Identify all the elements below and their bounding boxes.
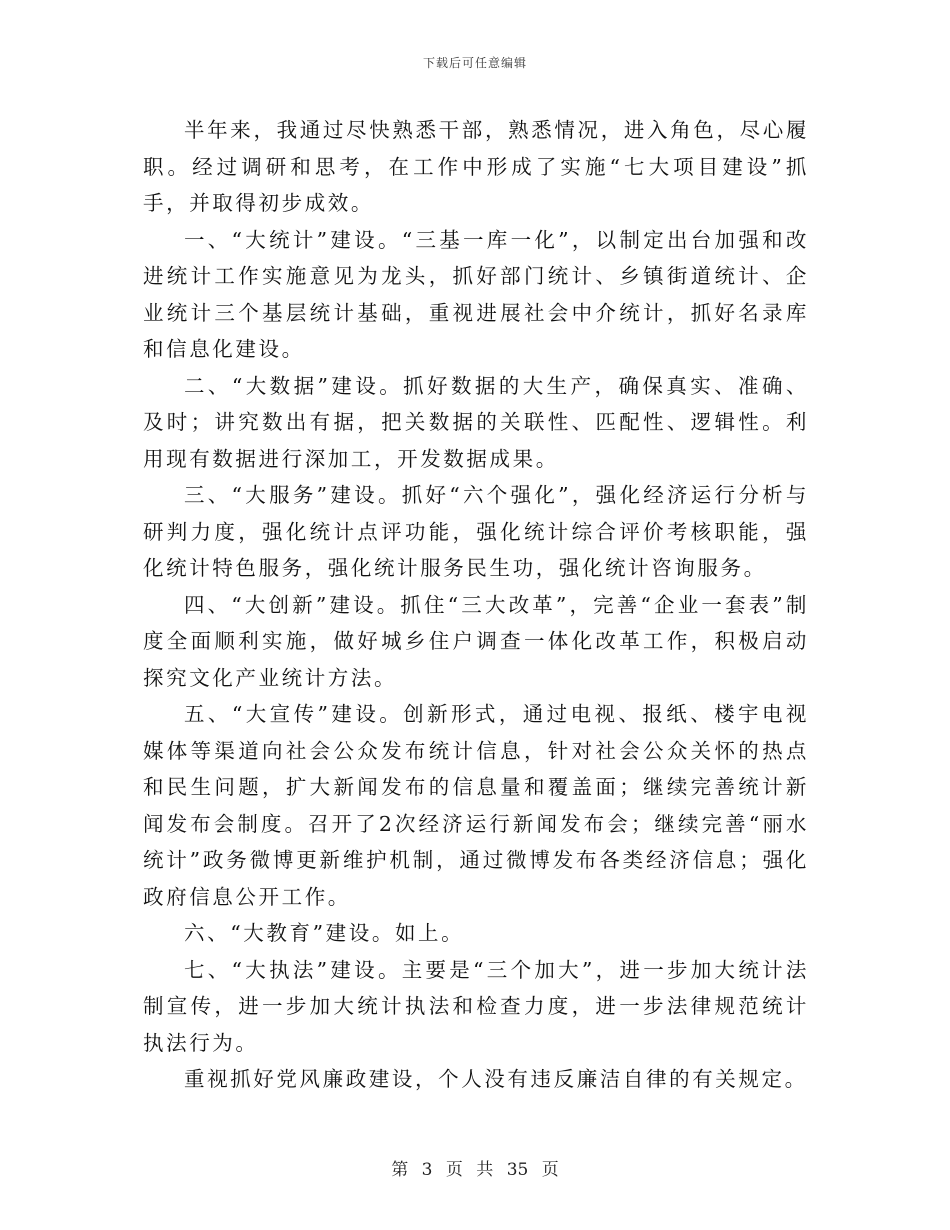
page-header: 下载后可任意编辑 bbox=[422, 56, 527, 70]
paragraph-item-4: 四、“大创新”建设。抓住“三大改革”，完善“企业一套表”制度全面顺利实施，做好城乡住户调查一体化改革工作，积极启动探究文化产业统计方法。 bbox=[143, 592, 809, 690]
page-number-footer: 第 3 页 共 35 页 bbox=[391, 1160, 559, 1180]
paragraph-item-7: 七、“大执法”建设。主要是“三个加大”，进一步加大统计法制宣传，进一步加大统计执法和检查力度，进一步法律规范统计执法行为。 bbox=[143, 957, 809, 1055]
paragraph-item-3: 三、“大服务”建设。抓好“六个强化”，强化经济运行分析与研判力度，强化统计点评功能，强化统计综合评价考核职能，强化统计特色服务，强化统计服务民生功，强化统计咨询服务。 bbox=[143, 483, 809, 580]
paragraph-closing: 重视抓好党风廉政建设，个人没有违反廉洁自律的有关规定。 bbox=[184, 1067, 808, 1091]
paragraph-item-1: 一、“大统计”建设。“三基一库一化”，以制定出台加强和改进统计工作实施意见为龙头，抓好部门统计、乡镇街道统计、企业统计三个基层统计基础，重视进展社会中介统计，抓好名录库和信息化建设。 bbox=[143, 227, 809, 361]
paragraph-item-5: 五、“大宣传”建设。创新形式，通过电视、报纸、楼宇电视媒体等渠道向社会公众发布统计信息，针对社会公众关怀的热点和民生问题，扩大新闻发布的信息量和覆盖面；继续完善统计新闻发布会制度。召开了2次经济运行新闻发布会；继续完善“丽水统计”政务微博更新维护机制，通过微博发布各类经济信息；强化政府信息公开工作。 bbox=[143, 702, 809, 909]
document-body bbox=[143, 112, 809, 1098]
paragraph-intro: 半年来，我通过尽快熟悉干部，熟悉情况，进入角色，尽心履职。经过调研和思考，在工作中形成了实施“七大项目建设”抓手，并取得初步成效。 bbox=[143, 118, 809, 215]
paragraph-item-2: 二、“大数据”建设。抓好数据的大生产，确保真实、准确、及时；讲究数出有据，把关数据的关联性、匹配性、逻辑性。利用现有数据进行深加工，开发数据成果。 bbox=[143, 373, 809, 471]
paragraph-item-6: 六、“大教育”建设。如上。 bbox=[184, 921, 465, 945]
